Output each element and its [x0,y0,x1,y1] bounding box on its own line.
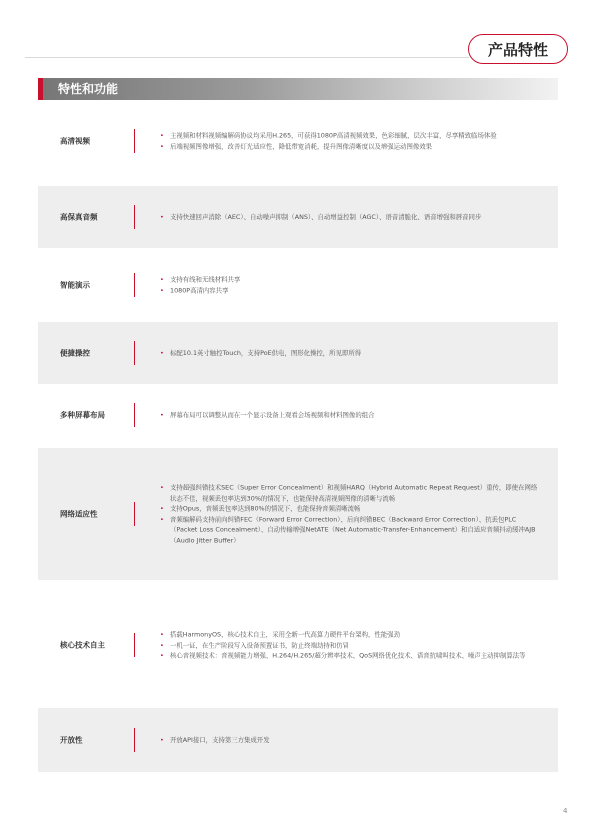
feature-row-smart-presentation [38,254,558,316]
feature-item: • 搭载HarmonyOS，核心技术自主，采用全新一代高算力硬件平台架构，性能强劲 [160,629,540,640]
feature-item: • 一机一证，在生产阶段写入设备预置证书，防止终端劫持和仿冒 [160,640,540,651]
feature-list [160,735,540,746]
feature-item: • 支持有线和无线材料共享 [160,275,540,286]
feature-divider [134,633,135,657]
feature-row-openness [38,708,558,772]
feature-divider [134,273,135,297]
feature-item: • 音频编解码支持前向纠错FEC（Forward Error Correction）、后向纠错BEC（Backward Error Correction）、抗丢包PLC（Packet Loss Concealment）、自动传输增强NetATE（Net Automatic-Transfer-Enhancement）和自适应音频抖动缓冲AJB（Audio Jitter Buffer） [160,514,540,546]
feature-item: • 标配10.1英寸触控Touch，支持PoE供电，图形化操控，所见即所得 [160,348,540,359]
feature-label: 开放性 [60,735,83,745]
feature-list [160,483,540,546]
feature-list [160,212,540,223]
feature-list [160,131,540,152]
section-header [38,78,558,100]
feature-label: 高保真音频 [60,212,98,222]
feature-divider [134,205,135,229]
feature-item: • 1080P高清内容共享 [160,285,540,296]
feature-item: • 支持超强纠错技术SEC（Super Error Concealment）和视频HARQ（Hybrid Automatic Repeat Request）重传，即使在网络状态不佳，视频丢包率达到30%的情况下，也能保持高清视频图像的清晰与流畅 [160,483,540,504]
feature-row-network-adaptability [38,448,558,580]
feature-item: • 主视频和材料视频编解码协议均采用H.265，可获得1080P高清视频效果，色彩细腻，层次丰富，尽享精致临场体验 [160,131,540,142]
feature-label: 网络适应性 [60,509,98,519]
section-accent [38,78,43,100]
feature-row-core-tech [38,594,558,696]
feature-item: • 后端视频图像增强，改善灯光适应性，降低带宽消耗，提升图像清晰度以及增强运动图像效果 [160,141,540,152]
feature-row-screen-layout [38,386,558,444]
feature-row-hd-video [38,110,558,172]
feature-divider [134,403,135,427]
feature-divider [134,341,135,365]
feature-list [160,410,540,421]
feature-label: 便捷操控 [60,348,90,358]
feature-label: 多种屏幕布局 [60,410,105,420]
feature-item: • 屏幕布局可以调整从而在一个显示设备上观看会场视频和材料图像的组合 [160,410,540,421]
feature-divider [134,728,135,752]
feature-divider [134,129,135,153]
feature-item: • 核心音视频技术：音视频能力增强、H.264/H.265/超分辨率技术、QoS网络优化技术、语音抗啸叫技术、噪声主动抑制算法等 [160,650,540,661]
feature-divider [134,502,135,526]
feature-label: 核心技术自主 [60,640,105,650]
feature-label: 智能演示 [60,280,90,290]
feature-list [160,348,540,359]
section-title: 特性和功能 [58,82,119,96]
feature-row-hifi-audio [38,186,558,248]
feature-row-easy-control [38,322,558,384]
feature-item: • 开放API接口，支持第三方集成开发 [160,735,540,746]
page-number: 4 [563,807,568,815]
feature-list [160,275,540,296]
page-tab-title: 产品特性 [468,34,568,64]
feature-item: • 支持快速回声消除（AEC）、自动噪声抑制（ANS）、自动增益控制（AGC）、语音清脆化、语音增强和唇音同步 [160,212,540,223]
feature-label: 高清视频 [60,136,90,146]
feature-item: • 支持Opus，音频丢包率达到80%的情况下，也能保持音频清晰流畅 [160,504,540,515]
header-rule [25,57,469,58]
feature-list [160,629,540,661]
